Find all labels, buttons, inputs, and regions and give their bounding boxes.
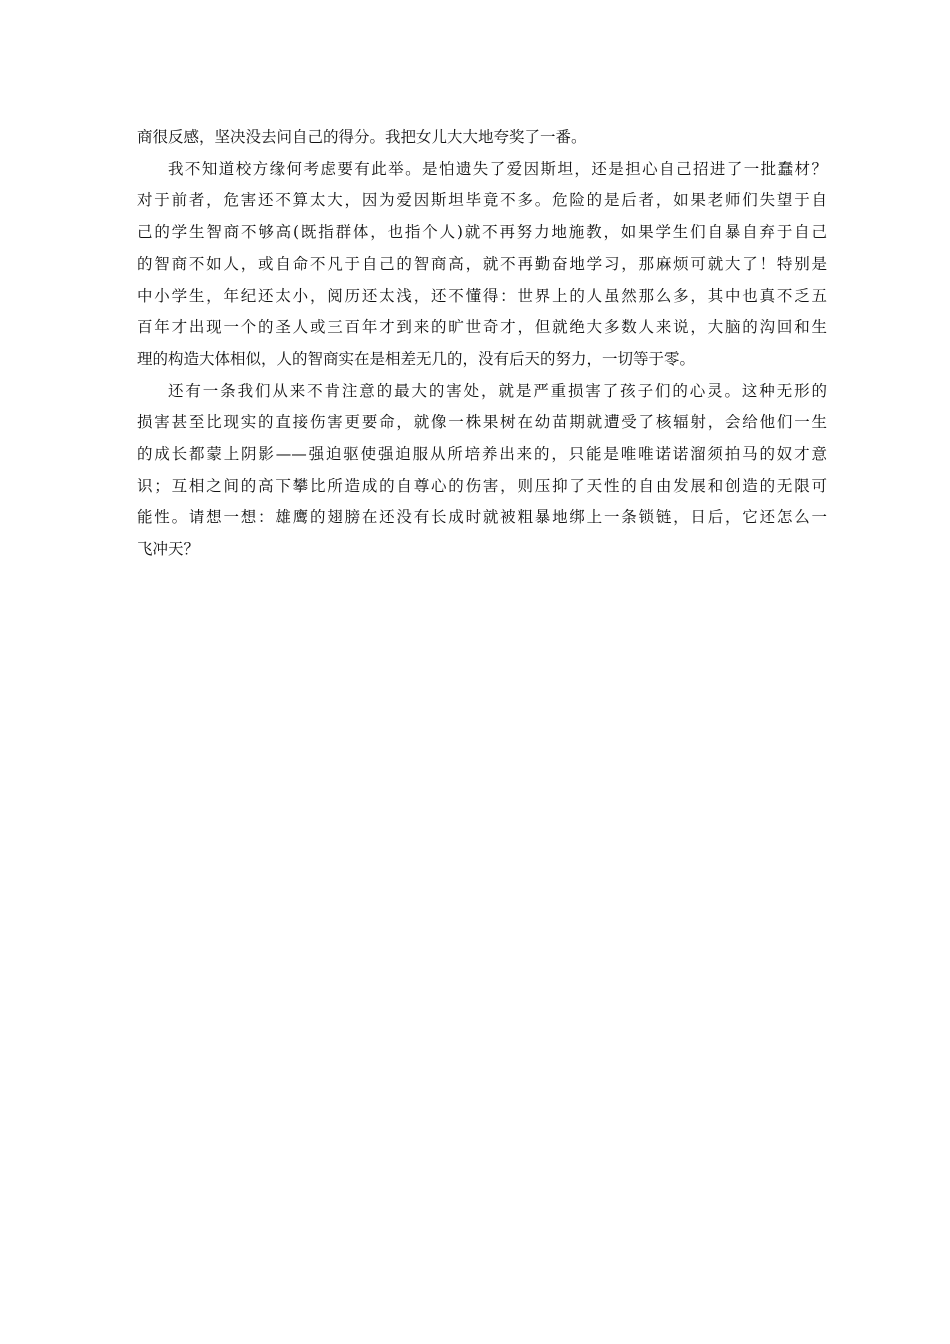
paragraph-1 <box>137 122 827 154</box>
text-line: 己的学生智商不够高(既指群体，也指个人)就不再努力地施教，如果学生们自暴自弃于自己 <box>137 223 827 242</box>
text-line: 识；互相之间的高下攀比所造成的自尊心的伤害，则压抑了天性的自由发展和创造的无限可 <box>137 476 827 495</box>
text-line: 损害甚至比现实的直接伤害更要命，就像一株果树在幼苗期就遭受了核辐射，会给他们一生 <box>137 413 827 432</box>
text-line: 理的构造大体相似，人的智商实在是相差无几的，没有后天的努力，一切等于零。 <box>137 349 696 368</box>
text-line: 商很反感，坚决没去问自己的得分。我把女儿大大地夸奖了一番。 <box>137 128 587 146</box>
text-line: 的智商不如人，或自命不凡于自己的智商高，就不再勤奋地学习，那麻烦可就大了！特别是 <box>137 254 827 273</box>
text-line: 我不知道校方缘何考虑要有此举。是怕遗失了爱因斯坦，还是担心自己招进了一批蠢材？ <box>168 159 827 178</box>
text-line: 中小学生，年纪还太小，阅历还太浅，还不懂得：世界上的人虽然那么多，其中也真不乏五 <box>137 286 827 305</box>
paragraph-3 <box>137 376 827 566</box>
text-line: 能性。请想一想：雄鹰的翅膀在还没有长成时就被粗暴地绑上一条锁链，日后，它还怎么一 <box>137 508 827 527</box>
document-body <box>137 122 827 566</box>
text-line: 百年才出现一个的圣人或三百年才到来的旷世奇才，但就绝大多数人来说，大脑的沟回和生 <box>137 318 827 337</box>
text-line: 的成长都蒙上阴影——强迫驱使强迫服从所培养出来的，只能是唯唯诺诺溜须拍马的奴才意 <box>137 445 827 464</box>
text-line: 对于前者，危害还不算太大，因为爱因斯坦毕竟不多。危险的是后者，如果老师们失望于自 <box>137 191 827 210</box>
text-line: 飞冲天？ <box>137 540 200 559</box>
paragraph-2 <box>137 154 827 376</box>
text-line: 还有一条我们从来不肯注意的最大的害处，就是严重损害了孩子们的心灵。这种无形的 <box>168 381 827 400</box>
